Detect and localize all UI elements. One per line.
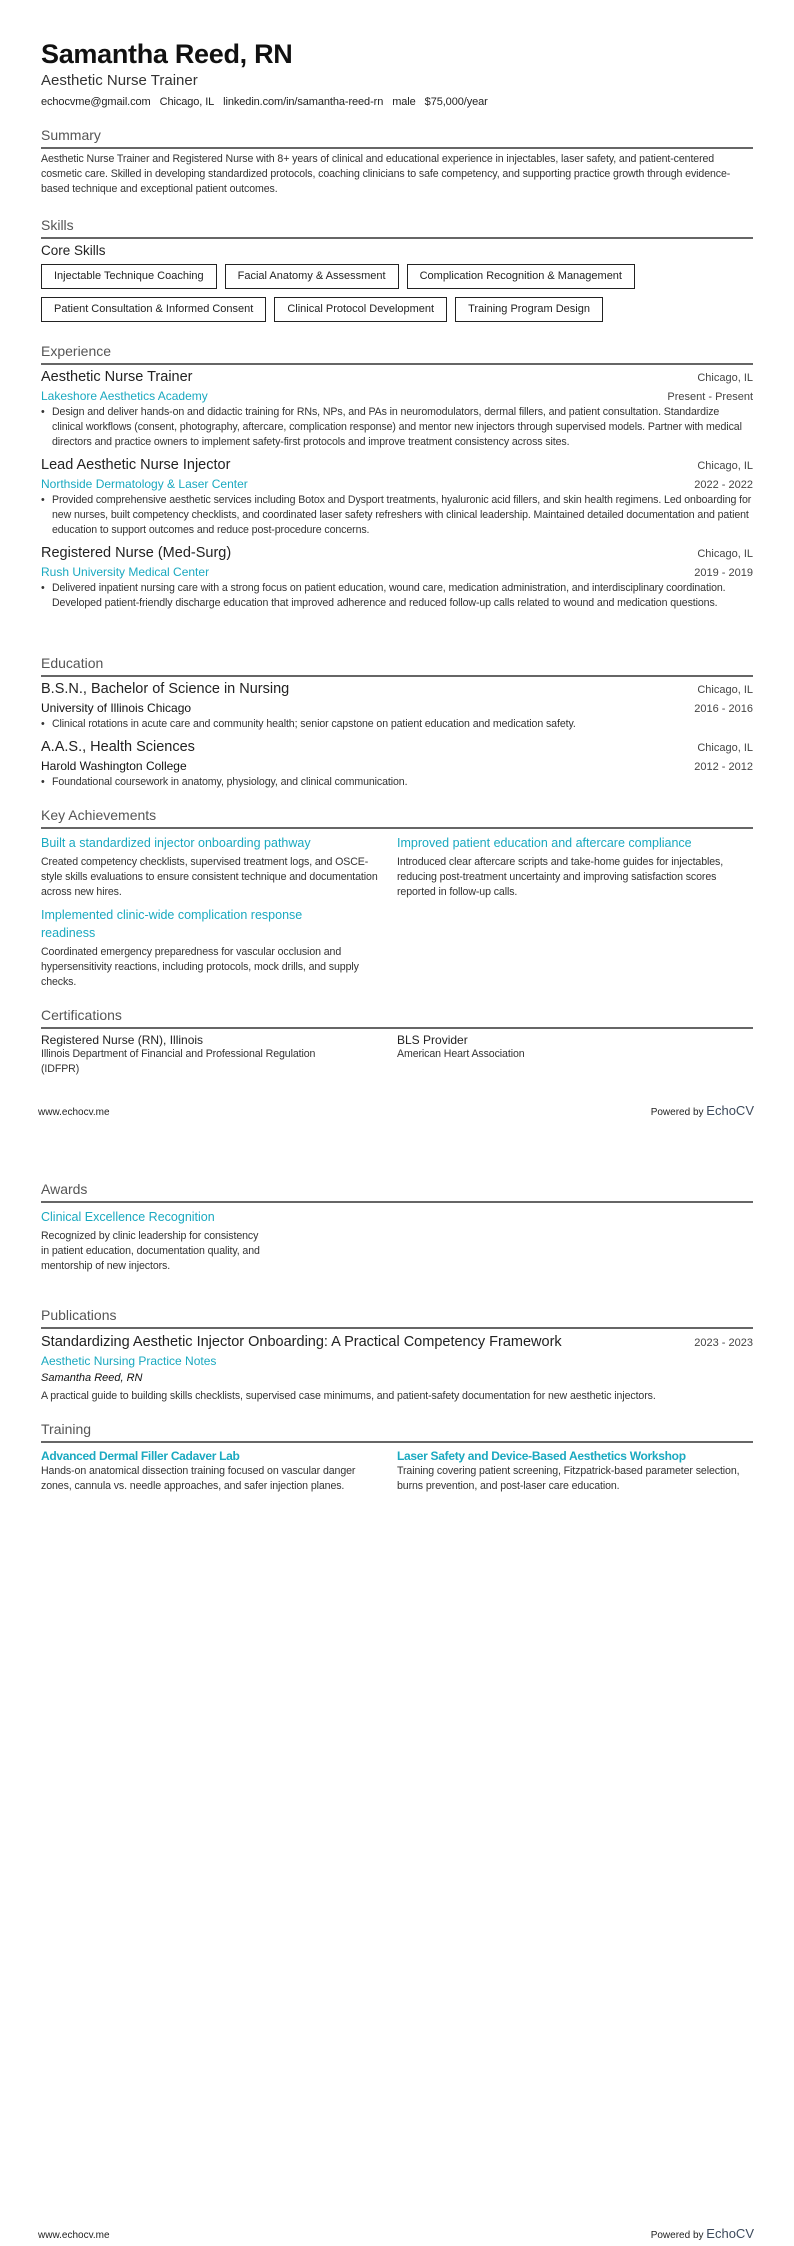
powered-by	[651, 2226, 754, 2241]
powered-by-label: Powered by	[650, 2230, 704, 2241]
section-divider	[41, 1441, 753, 1443]
section-heading: Experience	[41, 343, 112, 359]
edu-dates: 2016 - 2016	[694, 703, 753, 715]
training-desc: Training covering patient screening, Fitzpatrick-based parameter selection, burns prevention, and post-laser care education.	[397, 1465, 740, 1492]
candidate-title: Aesthetic Nurse Trainer	[41, 72, 198, 89]
edu-bullet: • Clinical rotations in acute care and community health; senior capstone on patient education and medication safety.	[41, 717, 753, 732]
job-location: Chicago, IL	[697, 548, 753, 560]
resume-header	[41, 38, 753, 108]
section-divider	[41, 363, 753, 365]
job-title: Registered Nurse (Med-Surg)	[41, 545, 232, 561]
training-desc: Hands-on anatomical dissection training focused on vascular danger zones, cannula vs. needle approaches, and safer injection planes.	[41, 1465, 356, 1492]
section-divider	[41, 1201, 753, 1203]
job-bullet: • Delivered inpatient nursing care with a strong focus on patient education, wound care, medication administration, and interdisciplinary coordination. Developed patient-friendly discharge education that improved adherence and reduced follow-up calls related to wound and medication questions.	[41, 581, 753, 611]
contact-gender: male	[392, 96, 416, 108]
section-divider	[41, 1027, 753, 1029]
section-divider	[41, 827, 753, 829]
certification-item	[397, 1033, 753, 1077]
edu-dates: 2012 - 2012	[694, 761, 753, 773]
experience-section	[41, 342, 753, 611]
cert-name: BLS Provider	[397, 1033, 468, 1047]
school-name: University of Illinois Chicago	[41, 701, 192, 715]
footer-site-link[interactable]: www.echocv.me	[38, 2230, 110, 2241]
publication-dates: 2023 - 2023	[694, 1337, 753, 1349]
experience-item	[41, 544, 753, 611]
skill-group-title: Core Skills	[41, 243, 106, 258]
contact-email[interactable]: echocvme@gmail.com	[41, 96, 151, 108]
achievements-section	[41, 806, 753, 990]
skill-chips	[41, 264, 753, 322]
skill-chip: Facial Anatomy & Assessment	[225, 264, 399, 289]
page-footer	[38, 2226, 754, 2241]
training-section	[41, 1420, 753, 1494]
award-desc: Recognized by clinic leadership for consistency in patient education, documentation quality, and mentorship of new injectors.	[41, 1230, 260, 1272]
training-title: Laser Safety and Device-Based Aesthetics Workshop	[397, 1449, 686, 1463]
skill-chip: Training Program Design	[455, 297, 603, 322]
publication-item	[41, 1333, 753, 1404]
page-footer	[38, 1103, 754, 1118]
achievement-title: Built a standardized injector onboarding pathway	[41, 836, 311, 850]
job-location: Chicago, IL	[697, 372, 753, 384]
training-item	[41, 1448, 397, 1494]
section-heading: Awards	[41, 1181, 88, 1197]
company-name: Lakeshore Aesthetics Academy	[41, 389, 208, 403]
company-name: Rush University Medical Center	[41, 565, 210, 579]
contact-line	[41, 96, 753, 108]
achievement-item	[41, 906, 397, 990]
powered-by-label: Powered by	[650, 1107, 704, 1118]
education-item	[41, 680, 753, 732]
candidate-name: Samantha Reed, RN	[41, 39, 293, 69]
publication-desc: A practical guide to building skills checklists, supervised case minimums, and patient-safety documentation for new aesthetic injectors.	[41, 1390, 656, 1402]
skill-chip: Patient Consultation & Informed Consent	[41, 297, 266, 322]
skill-chip: Injectable Technique Coaching	[41, 264, 217, 289]
training-item	[397, 1448, 753, 1494]
resume-page-2	[0, 1123, 794, 2246]
achievement-desc: Coordinated emergency preparedness for vascular occlusion and hypersensitivity reactions, including protocols, mock drills, and supply checks.	[41, 946, 359, 988]
experience-item	[41, 368, 753, 450]
edu-location: Chicago, IL	[697, 742, 753, 754]
degree: A.A.S., Health Sciences	[41, 739, 195, 755]
skill-chip: Clinical Protocol Development	[274, 297, 447, 322]
certification-item	[41, 1033, 397, 1077]
education-item	[41, 738, 753, 790]
job-bullet: • Design and deliver hands-on and didactic training for RNs, NPs, and PAs in neuromodulators, dermal fillers, and patient consultation. Standardize clinical workflows (consent, photography, aftercare, complication response) and mentor new injectors through supervised models. Partner with medical directors and practice owners to implement safety-first protocols and improve treatment consistency across sites.	[41, 405, 753, 450]
section-heading: Certifications	[41, 1007, 122, 1023]
echocv-brand[interactable]: EchoCV	[706, 2226, 754, 2241]
publication-authors: Samantha Reed, RN	[41, 1372, 143, 1384]
footer-site-link[interactable]: www.echocv.me	[38, 1107, 110, 1118]
cert-name: Registered Nurse (RN), Illinois	[41, 1033, 204, 1047]
school-name: Harold Washington College	[41, 759, 187, 773]
training-title: Advanced Dermal Filler Cadaver Lab	[41, 1449, 240, 1463]
section-divider	[41, 147, 753, 149]
publisher: Aesthetic Nursing Practice Notes	[41, 1354, 217, 1368]
job-title: Lead Aesthetic Nurse Injector	[41, 457, 231, 473]
section-heading: Skills	[41, 217, 74, 233]
powered-by	[651, 1103, 754, 1118]
publications-section	[41, 1306, 753, 1404]
job-dates: 2019 - 2019	[694, 567, 753, 579]
section-heading: Key Achievements	[41, 807, 157, 823]
job-dates: 2022 - 2022	[694, 479, 753, 491]
edu-bullet: • Foundational coursework in anatomy, physiology, and clinical communication.	[41, 775, 753, 790]
section-divider	[41, 1327, 753, 1329]
awards-section	[41, 1180, 753, 1274]
cert-issuer: American Heart Association	[397, 1048, 525, 1060]
job-location: Chicago, IL	[697, 460, 753, 472]
award-title: Clinical Excellence Recognition	[41, 1210, 215, 1224]
edu-location: Chicago, IL	[697, 684, 753, 696]
section-divider	[41, 237, 753, 239]
education-section	[41, 654, 753, 790]
section-heading: Publications	[41, 1307, 117, 1323]
degree: B.S.N., Bachelor of Science in Nursing	[41, 681, 290, 697]
job-title: Aesthetic Nurse Trainer	[41, 369, 193, 385]
contact-salary: $75,000/year	[424, 96, 488, 108]
section-heading: Summary	[41, 127, 101, 143]
achievement-item	[397, 834, 753, 906]
skills-section	[41, 216, 753, 322]
skill-chip: Complication Recognition & Management	[407, 264, 635, 289]
achievement-desc: Created competency checklists, supervised treatment logs, and OSCE-style skills evaluations to ensure consistent technique and documentation across new hires.	[41, 856, 378, 898]
achievement-title: Implemented clinic-wide complication response readiness	[41, 908, 303, 940]
experience-item	[41, 456, 753, 538]
certifications-section	[41, 1006, 753, 1077]
contact-location: Chicago, IL	[159, 96, 215, 108]
job-dates: Present - Present	[667, 391, 753, 403]
summary-text: Aesthetic Nurse Trainer and Registered Nurse with 8+ years of clinical and educational experience in injectables, laser safety, and patient-centered cosmetic care. Skilled in developing standardized protocols, coaching clinicians to safe competency, and supporting practice growth through evidence-based technique and exceptional patient outcomes.	[41, 153, 731, 195]
achievement-desc: Introduced clear aftercare scripts and take-home guides for injectables, reducing post-treatment uncertainty and improving satisfaction scores reported in follow-up calls.	[397, 856, 724, 898]
achievement-title: Improved patient education and aftercare compliance	[397, 836, 692, 850]
company-name: Northside Dermatology & Laser Center	[41, 477, 248, 491]
section-divider	[41, 675, 753, 677]
echocv-brand[interactable]: EchoCV	[706, 1103, 754, 1118]
publication-title: Standardizing Aesthetic Injector Onboarding: A Practical Competency Framework	[41, 1334, 562, 1350]
cert-issuer: Illinois Department of Financial and Professional Regulation (IDFPR)	[41, 1048, 316, 1075]
award-item	[41, 1208, 266, 1274]
achievement-item	[41, 834, 397, 900]
contact-linkedin[interactable]: linkedin.com/in/samantha-reed-rn	[223, 96, 384, 108]
summary-section	[41, 126, 753, 197]
section-heading: Education	[41, 655, 104, 671]
section-heading: Training	[41, 1421, 92, 1437]
job-bullet: • Provided comprehensive aesthetic services including Botox and Dysport treatments, hyaluronic acid fillers, and skin health regimens. Led onboarding for new nurses, built competency checklists, and coordinated laser safety refreshers with clinical leadership. Maintained detailed documentation and patient education to support outcomes and reduce post-procedure concerns.	[41, 493, 753, 538]
